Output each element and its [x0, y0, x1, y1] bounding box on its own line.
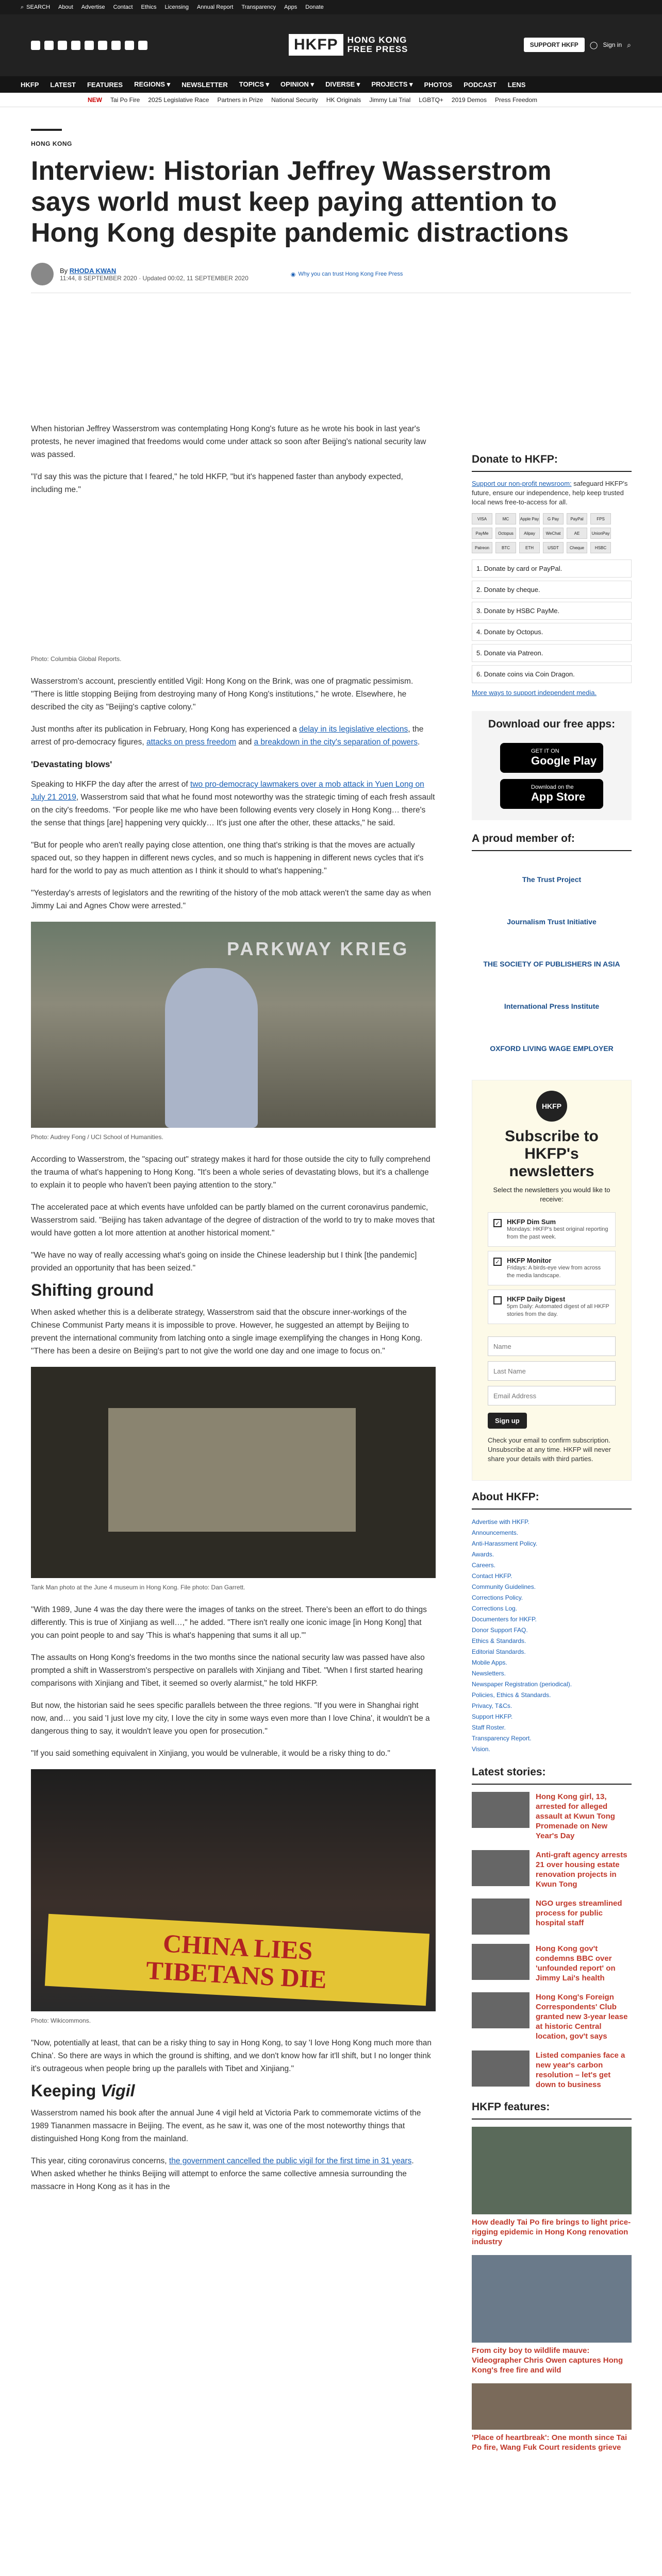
- tibet-protest-photo: [31, 1769, 436, 2011]
- nav-hkfp[interactable]: HKFP: [21, 80, 39, 89]
- contact-link[interactable]: Contact: [113, 4, 133, 10]
- rss-icon[interactable]: [138, 41, 147, 50]
- payment-icon: Alipay: [519, 528, 540, 539]
- paragraph: "If you said something equivalent in Xinjiang, you would be vulnerable, it would be a risky thing to do.": [31, 1749, 390, 1758]
- paragraph: "We have no way of really accessing what's going on inside the Chinese leadership but I think [the pandemic] provided an opportunity that has been seized.": [31, 1251, 417, 1273]
- payment-icon: PayPal: [567, 513, 587, 524]
- last-name-input[interactable]: Last Name: [488, 1361, 616, 1381]
- about-link[interactable]: Corrections Log.: [472, 1605, 518, 1612]
- telegram-icon[interactable]: [98, 41, 107, 50]
- payment-icon: WeChat: [543, 528, 564, 539]
- section-heading: Keeping Vigil: [31, 2081, 135, 2100]
- section-heading: Shifting ground: [31, 1281, 154, 1299]
- trust-link[interactable]: ◉ Why you can trust Hong Kong Free Press: [290, 271, 403, 278]
- about-link[interactable]: Careers.: [472, 1562, 496, 1569]
- nav-latest[interactable]: LATEST: [50, 80, 76, 89]
- latest-story[interactable]: NGO urges streamlined process for public hospital staff: [472, 1899, 632, 1935]
- annual-report-link[interactable]: Annual Report: [197, 4, 234, 10]
- donate-heading: Donate to HKFP:: [472, 453, 632, 472]
- feature-image: [472, 2127, 632, 2214]
- checkbox-checked[interactable]: ✓: [493, 1258, 502, 1266]
- article-title: Interview: Historian Jeffrey Wasserstrom says world must keep paying attention to Hong Kong despite pandemic distractions: [31, 156, 569, 248]
- about-link[interactable]: Advertise with HKFP.: [472, 1518, 529, 1526]
- inline-link[interactable]: a breakdown in the city's separation of powers: [254, 738, 418, 747]
- nav-podcast[interactable]: PODCAST: [464, 80, 496, 89]
- about-link[interactable]: Transparency Report.: [472, 1735, 532, 1742]
- paragraph: "With 1989, June 4 was the day there were the images of tanks on the street. There's been an effort to do things differently. This is true of Xinjiang as well…," he added. "There isn't really one iconic image [in Hong Kong] that you can point people to and say 'This is what's happening that sums it all up.'": [31, 1605, 427, 1640]
- donate-blurb: Support our non-profit newsroom: safeguard HKFP's future, ensure our independence, help keep trusted local news free-to-access for all.: [472, 480, 628, 506]
- newsletter-intro: Select the newsletters you would like to receive:: [493, 1186, 610, 1203]
- about-link[interactable]: About: [58, 4, 73, 10]
- donate-option[interactable]: 6. Donate coins via Coin Dragon.: [472, 665, 632, 683]
- paragraph: Wasserstrom named his book after the annual June 4 vigil held at Victoria Park to commemorate victims of the 1989 Tiananmen massacre in Beijing. The event, as he saw it, was one of the most noteworthy things that distinguished Hong Kong from the mainland.: [31, 2109, 421, 2143]
- person-figure: [165, 968, 258, 1128]
- trending-link[interactable]: 2025 Legislative Race: [148, 96, 209, 104]
- latest-story[interactable]: Listed companies face a new year's carbon resolution – let's get down to business: [472, 2050, 632, 2090]
- nav-features[interactable]: FEATURES: [87, 80, 123, 89]
- about-link[interactable]: Policies, Ethics & Standards.: [472, 1691, 551, 1699]
- features-heading: HKFP features:: [472, 2101, 632, 2120]
- payment-icon: VISA: [472, 513, 492, 524]
- payment-icon: Apple Pay: [519, 513, 540, 524]
- newsletter-note: Check your email to confirm subscription. Unsubscribe at any time. HKFP will never share your details with third parties.: [488, 1436, 611, 1463]
- logo-wordmark: HONG KONG FREE PRESS: [347, 35, 408, 54]
- about-list: [472, 1517, 632, 1755]
- story-thumbnail: [472, 1899, 529, 1935]
- book-cover-photo: [31, 505, 436, 650]
- author-link[interactable]: RHODA KWAN: [69, 266, 117, 275]
- search-icon: ⌕: [21, 4, 24, 10]
- payment-icon: AE: [567, 528, 587, 539]
- about-link[interactable]: Ethics & Standards.: [472, 1637, 526, 1645]
- payment-icon: Cheque: [567, 542, 587, 553]
- apps-link[interactable]: Apps: [284, 4, 297, 10]
- checkbox-checked[interactable]: ✓: [493, 1219, 502, 1227]
- paragraph: According to Wasserstrom, the "spacing out" strategy makes it hard for those outside the city to fully comprehend the trauma of what's happening to Hong Kong. "It's been a whole series of devastating blows, but it's a challenge to explain it to people who haven't been paying attention to the story.": [31, 1155, 431, 1190]
- trending-link[interactable]: Press Freedom: [494, 96, 537, 104]
- tank-image-screen: [108, 1408, 356, 1532]
- payment-icon: UnionPay: [590, 528, 611, 539]
- youtube-icon[interactable]: [85, 41, 94, 50]
- donate-link[interactable]: Donate: [305, 4, 324, 10]
- paragraph: When asked whether this is a deliberate strategy, Wasserstrom said that the obscure inner-workings of the Chinese Communist Party means it is impossible to prove. However, he suggested an attempt by Beijing to prevent the international community from latching onto a single image exemplifying the changes in Hong Kong. "There has been a desire on Beijing's part to not give the world one day and one image to focus on.": [31, 1308, 423, 1355]
- site-logo[interactable]: [289, 34, 408, 56]
- search-icon[interactable]: ⌕: [627, 40, 631, 49]
- member-logo[interactable]: The Trust Project: [522, 875, 582, 884]
- about-link[interactable]: Mobile Apps.: [472, 1659, 507, 1666]
- sidebar: [472, 453, 632, 2461]
- newsletter-title: Subscribe to HKFP's newsletters: [505, 1128, 599, 1180]
- trending-link[interactable]: Tai Po Fire: [110, 96, 140, 104]
- author-avatar: [31, 263, 54, 285]
- threads-icon[interactable]: [71, 41, 80, 50]
- nav-lens[interactable]: LENS: [507, 80, 526, 89]
- licensing-link[interactable]: Licensing: [164, 4, 189, 10]
- story-thumbnail: [472, 1792, 529, 1828]
- paragraph: "Yesterday's arrests of legislators and the rewriting of the history of the mob attack weren't the same day as when Jimmy Lai and Agnes Chow were arrested.": [31, 889, 431, 910]
- paragraph: "I'd say this was the picture that I feared," he told HKFP, "but it's happened faster than anybody expected, including me.": [31, 472, 403, 494]
- nav-newsletter[interactable]: NEWSLETTER: [181, 80, 228, 89]
- feature-image: [472, 2255, 632, 2343]
- paragraph: "Now, potentially at least, that can be a risky thing to say in Hong Kong, to say 'I love Hong Kong much more than China'. So there are ways in which the ground is shifting, and we don't know how far it'll shift, but I no longer think it's outrageous when people bring up the parallels with Tibet and Xinjiang.": [31, 2039, 432, 2073]
- nav-regions[interactable]: REGIONS ▾: [134, 80, 171, 88]
- facebook-icon[interactable]: [31, 41, 40, 50]
- x-icon[interactable]: [44, 41, 54, 50]
- latest-heading: Latest stories:: [472, 1766, 632, 1785]
- payment-icon: ETH: [519, 542, 540, 553]
- member-logo[interactable]: THE SOCIETY OF PUBLISHERS IN ASIA: [483, 960, 620, 968]
- whatsapp-icon[interactable]: [111, 41, 121, 50]
- donate-option[interactable]: 4. Donate by Octopus.: [472, 623, 632, 641]
- about-link[interactable]: Staff Roster.: [472, 1724, 506, 1731]
- wasserstrom-photo: [31, 922, 436, 1128]
- photo-caption: Photo: Wikicommons.: [31, 2017, 91, 2024]
- newsletter-box: [472, 1080, 632, 1481]
- payment-icon: USDT: [543, 542, 564, 553]
- article-header: [31, 129, 631, 303]
- about-link[interactable]: Awards.: [472, 1551, 494, 1558]
- paragraph: When historian Jeffrey Wasserstrom was contemplating Hong Kong's future as he wrote his book in last year's protests, he never imagined that freedoms would come under attack so soon after Beijing's national security law was passed.: [31, 425, 426, 459]
- paragraph: "But for people who aren't really paying close attention, one thing that's striking is that the moves are actually spaced out, so they happen in different news cycles, and so much is happening in different news cycles that it's hard for the world to pay as much attention as I think it should to what's happening.": [31, 841, 424, 875]
- section-label[interactable]: HONG KONG: [31, 140, 72, 147]
- about-link[interactable]: Vision.: [472, 1745, 490, 1753]
- feature-story[interactable]: 'Place of heartbreak': One month since Tai Po fire, Wang Fuk Court residents grieve: [472, 2383, 632, 2452]
- member-logo[interactable]: OXFORD LIVING WAGE EMPLOYER: [490, 1044, 614, 1053]
- newsletter-badge: HKFP: [536, 1091, 567, 1122]
- checkbox[interactable]: [493, 1296, 502, 1304]
- payment-icon: Patreon: [472, 542, 492, 553]
- feature-story[interactable]: How deadly Tai Po fire brings to light price-rigging epidemic in Hong Kong renovation industry: [472, 2127, 632, 2247]
- payment-icon: MC: [495, 513, 516, 524]
- signup-button[interactable]: Sign up: [488, 1413, 527, 1429]
- transparency-link[interactable]: Transparency: [241, 4, 276, 10]
- logo-mark: HKFP: [289, 34, 343, 56]
- newsletter-option[interactable]: ✓ HKFP Monitor Fridays: A birds-eye view from across the media landscape.: [488, 1251, 616, 1285]
- google-play-button[interactable]: GET IT ON Google Play: [500, 743, 603, 773]
- user-icon[interactable]: ◯: [589, 40, 598, 49]
- nav-projects[interactable]: PROJECTS ▾: [371, 80, 413, 88]
- trending-link[interactable]: 2019 Demos: [451, 96, 487, 104]
- nav-diverse[interactable]: DIVERSE ▾: [325, 80, 360, 88]
- latest-story[interactable]: Hong Kong's Foreign Correspondents' Club granted new 3-year lease at historic Central location, gov't says: [472, 1992, 632, 2041]
- story-thumbnail: [472, 1944, 529, 1980]
- nav-photos[interactable]: PHOTOS: [424, 80, 453, 89]
- publish-date: 11:44, 8 SEPTEMBER 2020 · Updated 00:02, 11 SEPTEMBER 2020: [60, 274, 249, 282]
- paragraph: The accelerated pace at which events have unfolded can be partly blamed on the current coronavirus pandemic, Wasserstrom said. "Beijing has taken advantage of the degree of distraction of the world to try to make moves that would have gotten a lot more attention at another historical moment.": [31, 1203, 435, 1238]
- apps-box: [472, 711, 632, 820]
- paragraph: But now, the historian said he sees specific parallels between the three regions. "If you were in Shanghai right now, and… you said 'I just love my city, I love the city in some ways even more than I love China', it wouldn't be a dangerous thing to say, it wouldn't leave you open for prosecution.": [31, 1701, 430, 1736]
- linkedin-icon[interactable]: [125, 41, 134, 50]
- new-badge: NEW: [88, 96, 102, 104]
- payment-icon: PayMe: [472, 528, 492, 539]
- feature-story[interactable]: From city boy to wildlife mauve: Videographer Chris Owen captures Hong Kong's free fire and wild: [472, 2255, 632, 2375]
- inline-link[interactable]: delay in its legislative elections: [299, 725, 408, 734]
- member-logo[interactable]: International Press Institute: [504, 1002, 600, 1010]
- about-link[interactable]: Privacy, T&Cs.: [472, 1702, 512, 1709]
- about-heading: About HKFP:: [472, 1491, 632, 1510]
- trending-link[interactable]: LGBTQ+: [419, 96, 443, 104]
- member-heading: A proud member of:: [472, 833, 632, 851]
- nav-topics[interactable]: TOPICS ▾: [239, 80, 270, 88]
- newsletter-option[interactable]: ✓ HKFP Dim Sum Mondays: HKFP's best original reporting from the past week.: [488, 1212, 616, 1247]
- newsletter-option[interactable]: HKFP Daily Digest 5pm Daily: Automated digest of all HKFP stories from the day.: [488, 1290, 616, 1324]
- about-link[interactable]: Newsletters.: [472, 1670, 506, 1677]
- protest-banner: CHINA LIES TIBETANS DIE: [45, 1914, 429, 2006]
- search-link[interactable]: ⌕ SEARCH: [21, 4, 51, 10]
- payment-icon: BTC: [495, 542, 516, 553]
- story-thumbnail: [472, 1992, 529, 2028]
- paragraph: Wasserstrom's account, presciently entitled Vigil: Hong Kong on the Brink, was one of pragmatic pessimism. "There is little stopping Beijing from destroying many of Hong Kong's institutions," he wrote. Elsewhere, he described the city as "Beijing's captive colony.": [31, 677, 413, 711]
- masthead: [0, 14, 662, 76]
- donate-option[interactable]: 3. Donate by HSBC PayMe.: [472, 602, 632, 620]
- tank-man-photo: [31, 1367, 436, 1578]
- member-logo[interactable]: Journalism Trust Initiative: [507, 918, 597, 926]
- latest-story[interactable]: Hong Kong gov't condemns BBC over 'unfounded report' on Jimmy Lai's health: [472, 1944, 632, 1983]
- apps-heading: Download our free apps:: [488, 718, 616, 730]
- social-icons: [31, 41, 147, 50]
- inline-link[interactable]: attacks on press freedom: [146, 738, 237, 747]
- story-thumbnail: [472, 2050, 529, 2087]
- trending-link[interactable]: National Security: [271, 96, 318, 104]
- latest-story[interactable]: Hong Kong girl, 13, arrested for alleged assault at Kwun Tong Promenade on New Year's Day: [472, 1792, 632, 1841]
- main-nav: [0, 76, 662, 93]
- payment-icon: G Pay: [543, 513, 564, 524]
- top-utility-bar: [0, 0, 662, 14]
- payment-icon: HSBC: [590, 542, 611, 553]
- donate-option[interactable]: 1. Donate by card or PayPal.: [472, 560, 632, 578]
- photo-caption: Photo: Columbia Global Reports.: [31, 655, 122, 663]
- app-store-button[interactable]: Download on the App Store: [500, 779, 603, 809]
- instagram-icon[interactable]: [58, 41, 67, 50]
- photo-caption: Tank Man photo at the June 4 museum in Hong Kong. File photo: Dan Garrett.: [31, 1584, 245, 1591]
- payment-icons: [472, 513, 632, 553]
- inline-link[interactable]: two pro-democracy lawmakers over a mob attack in Yuen Long on July 21 2019: [31, 780, 424, 802]
- paragraph: Just months after its publication in February, Hong Kong has experienced a delay in its legislative elections, the arrest of pro-democracy figures, attacks on press freedom and a breakdown in the city's separation of powers.: [31, 725, 424, 747]
- nav-opinion[interactable]: OPINION ▾: [280, 80, 315, 88]
- trending-link[interactable]: Partners in Prize: [217, 96, 263, 104]
- trending-link[interactable]: HK Originals: [326, 96, 361, 104]
- signin-link[interactable]: Sign in: [603, 41, 622, 48]
- email-input[interactable]: Email Address: [488, 1386, 616, 1405]
- paragraph: The assaults on Hong Kong's freedoms in the two months since the national security law was passed have also prompted a shift in Wasserstrom's perspective on parallels with Xinjiang and Tibet. "When I first started hearing comparisons with Xinjiang and Tibet, it seemed so overly alarmist," he told HKFP.: [31, 1653, 425, 1688]
- first-name-input[interactable]: Name: [488, 1336, 616, 1356]
- inline-link[interactable]: the government cancelled the public vigil for the first time in 31 years: [169, 2157, 412, 2165]
- paragraph: Speaking to HKFP the day after the arrest of two pro-democracy lawmakers over a mob attack in Yuen Long on July 21 2019, Wasserstrom said that what he found most noteworthy was the strategic timing of each fresh assault on the city's freedoms. "For people like me who have been following events very closely in Hong Kong… there's the sense that things [are] happening very quickly… It's just one after the other, these attacks," he said.: [31, 780, 435, 827]
- about-link[interactable]: Editorial Standards.: [472, 1648, 526, 1655]
- about-link[interactable]: Community Guidelines.: [472, 1583, 536, 1590]
- payment-icon: Octopus: [495, 528, 516, 539]
- about-link[interactable]: Newspaper Registration (periodical).: [472, 1681, 572, 1688]
- support-hkfp-button[interactable]: SUPPORT HKFP: [524, 38, 585, 52]
- subheading: 'Devastating blows': [31, 759, 112, 769]
- payment-icon: FPS: [590, 513, 611, 524]
- photo-caption: Photo: Audrey Fong / UCI School of Humanities.: [31, 1133, 163, 1141]
- more-ways-link[interactable]: More ways to support independent media.: [472, 689, 597, 697]
- article-body: [31, 422, 436, 2202]
- paragraph: This year, citing coronavirus concerns, the government cancelled the public vigil for the first time in 31 years. When asked whether he thinks Beijing will attempt to enforce the same collective amnesia surrounding the massacre in Hong Kong as it has in the: [31, 2157, 414, 2191]
- divider: [31, 129, 62, 131]
- trust-icon: ◉: [290, 271, 296, 278]
- advertise-link[interactable]: Advertise: [81, 4, 105, 10]
- author-line: By RHODA KWAN: [60, 266, 117, 275]
- about-link[interactable]: Documenters for HKFP.: [472, 1616, 537, 1623]
- donate-option[interactable]: 5. Donate via Patreon.: [472, 644, 632, 662]
- trending-bar: [0, 93, 662, 107]
- donate-option[interactable]: 2. Donate by cheque.: [472, 581, 632, 599]
- about-link[interactable]: Support HKFP.: [472, 1713, 513, 1720]
- latest-story[interactable]: Anti-graft agency arrests 21 over housing estate renovation projects in Kwun Tong: [472, 1850, 632, 1889]
- donate-support-link[interactable]: Support our non-profit newsroom:: [472, 480, 572, 487]
- about-link[interactable]: Contact HKFP.: [472, 1572, 512, 1580]
- feature-image: [472, 2383, 632, 2430]
- story-thumbnail: [472, 1850, 529, 1886]
- ethics-link[interactable]: Ethics: [141, 4, 157, 10]
- byline: [31, 263, 631, 293]
- building-sign: PARKWAY KRIEG: [227, 938, 409, 959]
- about-link[interactable]: Corrections Policy.: [472, 1594, 523, 1601]
- about-link[interactable]: Anti-Harassment Policy.: [472, 1540, 538, 1547]
- about-link[interactable]: Donor Support FAQ.: [472, 1626, 528, 1634]
- trending-link[interactable]: Jimmy Lai Trial: [369, 96, 411, 104]
- about-link[interactable]: Announcements.: [472, 1529, 519, 1536]
